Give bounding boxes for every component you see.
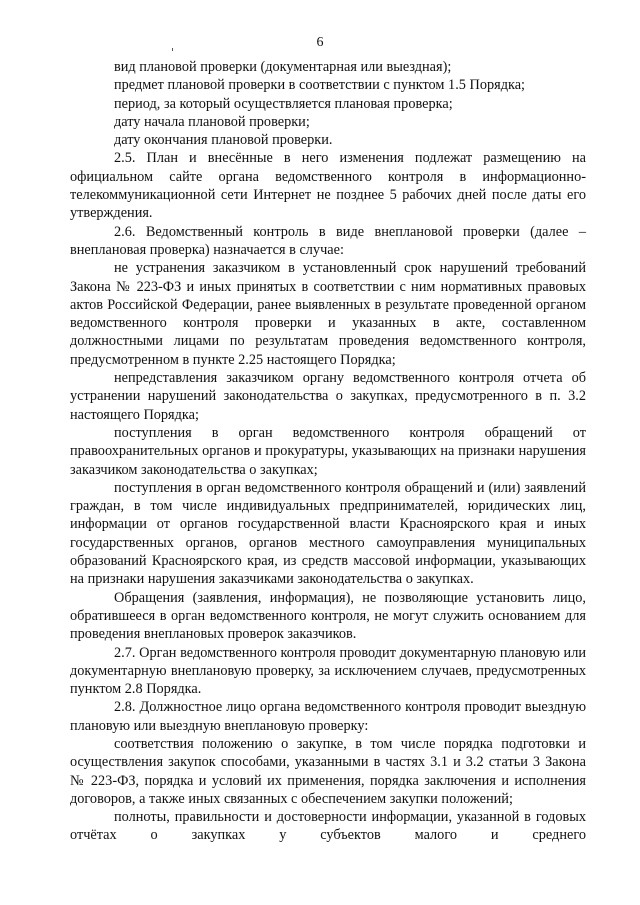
clause-2-8-compliance: соответствия положению о закупке, в том числе порядка подготовки и осуществления закупок способами, указанными в частях 3.1 и 3.2 статьи 3 Закона № 223-ФЗ, порядка и условий их применения, порядка заключения и исполнения договоров, а также иных связанных с обеспечением закупки положений; [70,735,586,807]
list-item-start-date: дату начала плановой проверки; [114,113,310,130]
scan-mark [172,48,173,51]
clause-2-6-case-law-enforcement: поступления в орган ведомственного контроля обращений от правоохранительных органов и прокуратуры, указывающих на признаки нарушения заказчиком законодательства о закупках; [70,424,586,478]
list-item-inspection-subject: предмет плановой проверки в соответствии с пунктом 1.5 Порядка; [114,77,526,94]
clause-2-5: 2.5. План и внесённые в него изменения подлежат размещению на официальном сайте органа ведомственного контроля в информационно-телекоммуникационной сети Интернет не позднее 5 рабочих дней после даты его утверждения. [70,150,586,222]
clause-2-8-completeness: полноты, правильности и достоверности информации, указанной в годовых отчётах о закупках у субъектов малого и среднего [70,809,586,844]
clause-2-6: 2.6. Ведомственный контроль в виде внеплановой проверки (далее – внеплановая проверка) назначается в случае: [70,223,586,258]
list-item-inspection-type: вид плановой проверки (документарная или выездная); [114,59,452,75]
clause-2-8: 2.8. Должностное лицо органа ведомственного контроля проводит выездную плановую или выездную внеплановую проверку: [70,699,586,734]
list-item-inspection-period: период, за который осуществляется плановая проверка; [114,95,453,112]
list-item-end-date: дату окончания плановой проверки. [114,132,333,149]
clause-2-6-case-non-elimination: не устранения заказчиком в установленный срок нарушений требований Закона № 223-ФЗ и иных принятых в соответствии с ним нормативных правовых актов Российской Федерации, ранее выявленных в результате проведенной органом ведомственного контроля проверки и указанных в акте, составленном должностными лицами по результатам проведения ведомственного контроля, предусмотренном в пункте 2.25 настоящего Порядка; [70,260,586,368]
clause-2-7: 2.7. Орган ведомственного контроля проводит документарную плановую или документарную внеплановую проверку, за исключением случаев, предусмотренных пунктом 2.8 Порядка. [70,644,586,698]
anonymous-appeals-note: Обращения (заявления, информация), не позволяющие установить лицо, обратившееся в орган ведомственного контроля, не могут служить основанием для проведения внеплановых проверок заказчиков. [70,589,586,643]
page-number: 6 [316,35,324,50]
clause-2-6-case-citizen-appeals: поступления в орган ведомственного контроля обращений и (или) заявлений граждан, в том числе индивидуальных предпринимателей, юридических лиц, информации от органов государственной власти Красноярского края и иных государственных органов, органов местного самоуправления муниципальных образований Красноярского края, из средств массовой информации, указывающих на признаки нарушения заказчиками законодательства о закупках. [70,479,586,588]
document-body [70,58,586,845]
clause-2-6-case-no-report: непредставления заказчиком органу ведомственного контроля отчета об устранении нарушений законодательства о закупках, предусмотренного в п. 3.2 настоящего Порядка; [70,370,586,423]
